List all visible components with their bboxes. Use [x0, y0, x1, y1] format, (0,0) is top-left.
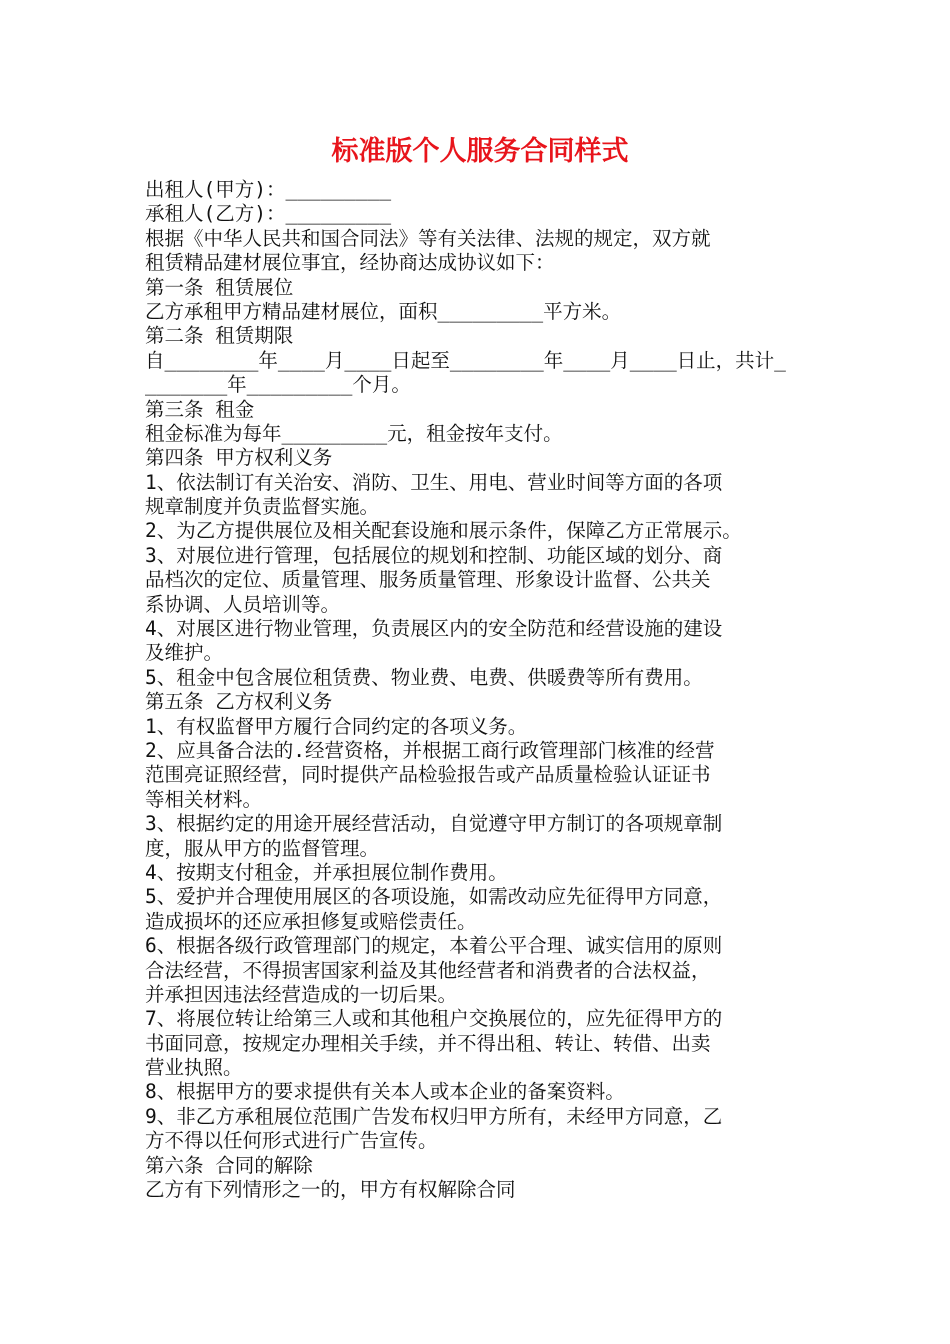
document-line: 等相关材料。 [145, 787, 263, 811]
document-line: 4、按期支付租金，并承担展位制作费用。 [145, 860, 508, 884]
document-line: 第六条 合同的解除 [145, 1153, 313, 1177]
document-line: 第一条 租赁展位 [145, 275, 294, 299]
document-line: _______年_________个月。 [145, 373, 411, 397]
document-line: 1、依法制订有关治安、消防、卫生、用电、营业时间等方面的各项 [145, 470, 723, 494]
document-line: 5、爱护并合理使用展区的各项设施，如需改动应先征得甲方同意， [145, 885, 723, 909]
document-line: 第五条 乙方权利义务 [145, 690, 333, 714]
document-line: 营业执照。 [145, 1056, 243, 1080]
document-line: 品档次的定位、质量管理、服务质量管理、形象设计监督、公共关 [145, 568, 711, 592]
document-line: 范围亮证照经营，同时提供产品检验报告或产品质量检验认证证书 [145, 763, 711, 787]
document-line: 6、根据各级行政管理部门的规定，本着公平合理、诚实信用的原则 [145, 934, 723, 958]
document-line: 第三条 租金 [145, 397, 255, 421]
document-line: 乙方有下列情形之一的，甲方有权解除合同 [145, 1178, 516, 1202]
document-body [145, 178, 815, 1202]
document-line: 9、非乙方承租展位范围广告发布权归甲方所有，未经甲方同意，乙 [145, 1104, 723, 1128]
document-line: 合法经营，不得损害国家利益及其他经营者和消费者的合法权益， [145, 958, 711, 982]
document-line: 承租人(乙方)：_________ [145, 202, 392, 226]
document-page [145, 132, 815, 1202]
document-line: 5、租金中包含展位租赁费、物业费、电费、供暖费等所有费用。 [145, 665, 703, 689]
document-line: 2、应具备合法的.经营资格，并根据工商行政管理部门核准的经营 [145, 738, 715, 762]
document-line: 度，服从甲方的监督管理。 [145, 836, 380, 860]
document-line: 规章制度并负责监督实施。 [145, 495, 380, 519]
document-line: 自________年____月____日起至________年____月____日止，共计_ [145, 348, 786, 372]
document-line: 租金标准为每年_________元，租金按年支付。 [145, 421, 563, 445]
document-line: 7、将展位转让给第三人或和其他租户交换展位的，应先征得甲方的 [145, 1007, 723, 1031]
document-line: 出租人(甲方)：_________ [145, 178, 392, 201]
document-line: 及维护。 [145, 641, 224, 665]
document-line: 系协调、人员培训等。 [145, 592, 341, 616]
document-line: 3、根据约定的用途开展经营活动，自觉遵守甲方制订的各项规章制 [145, 812, 723, 836]
document-line: 书面同意，按规定办理相关手续，并不得出租、转让、转借、出卖 [145, 1031, 711, 1055]
document-line: 第二条 租赁期限 [145, 324, 294, 348]
document-line: 3、对展位进行管理，包括展位的规划和控制、功能区域的划分、商 [145, 543, 723, 567]
document-title: 标准版个人服务合同样式 [331, 136, 629, 167]
document-line: 并承担因违法经营造成的一切后果。 [145, 982, 458, 1006]
document-line: 2、为乙方提供展位及相关配套设施和展示条件，保障乙方正常展示。 [145, 519, 742, 543]
document-line: 1、有权监督甲方履行合同约定的各项义务。 [145, 714, 528, 738]
document-line: 造成损坏的还应承担修复或赔偿责任。 [145, 909, 477, 933]
document-line: 根据《中华人民共和国合同法》等有关法律、法规的规定，双方就 [145, 226, 711, 250]
document-line: 4、对展区进行物业管理，负责展区内的安全防范和经营设施的建设 [145, 617, 723, 641]
document-line: 方不得以任何形式进行广告宣传。 [145, 1129, 438, 1153]
document-line: 8、根据甲方的要求提供有关本人或本企业的备案资料。 [145, 1080, 625, 1104]
document-line: 第四条 甲方权利义务 [145, 446, 333, 470]
document-line: 乙方承租甲方精品建材展位，面积_________平方米。 [145, 299, 622, 323]
document-line: 租赁精品建材展位事宜，经协商达成协议如下： [145, 251, 555, 275]
